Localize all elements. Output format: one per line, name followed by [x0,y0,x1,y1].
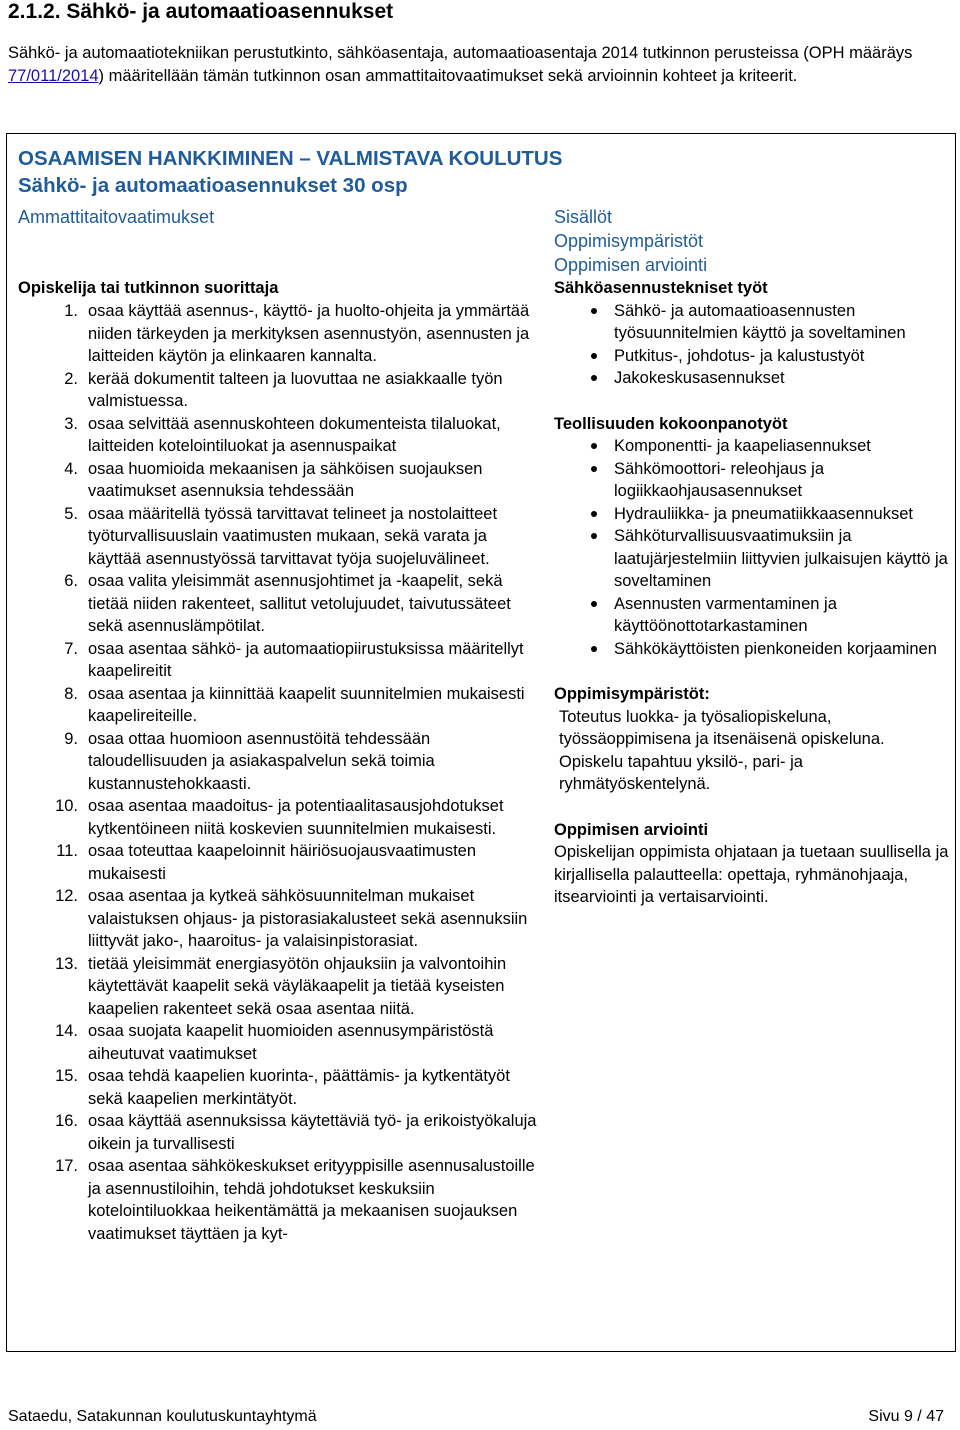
bullet-icon [591,601,597,607]
bullet-icon [591,375,597,381]
requirements-list [18,300,538,1245]
intro-paragraph [8,42,952,88]
item-number: 15. [55,1067,78,1085]
list-item [18,1155,538,1245]
environments-text: Toteutus luokka- ja työsaliopiskeluna, työssäoppimisena ja itsenäisenä opiskeluna. Opiskelu tapahtuu yksilö-, pari- ja ryhmätyöskentelynä. [559,707,885,793]
bullet-icon [591,646,597,652]
list-item [18,683,538,728]
industrial-work-list [554,435,949,660]
item-text: osaa selvittää asennuskohteen dokumenteista tilaluokat, laitteiden kotelointiluokat ja asennuspaikat [88,414,501,455]
item-number: 6. [64,572,78,590]
list-item [18,953,538,1021]
training-table [6,133,956,1352]
list-item [18,300,538,368]
item-number: 10. [55,797,78,815]
list-item [18,795,538,840]
item-text: osaa suojata kaapelit huomioiden asennusympäristöstä aiheutuvat vaatimukset [88,1022,494,1063]
list-item [18,503,538,571]
list-item [554,503,949,526]
list-item [554,638,949,661]
item-text: osaa asentaa sähkö- ja automaatiopiirustuksissa määritellyt kaapelireitit [88,639,524,680]
item-text: osaa määritellä työssä tarvittavat telineet ja nostolaitteet työturvallisuuslain vaatimusten mukaan, sekä varata ja käyttää asennustyössä tarvittavat työja suojeluvälineet. [88,504,498,568]
item-text: Komponentti- ja kaapeliasennukset [614,437,871,455]
item-number: 2. [64,369,78,388]
item-number: 7. [64,639,78,658]
footer-organization: Sataedu, Satakunnan koulutuskuntayhtymä [8,1408,317,1425]
item-text: osaa käyttää asennuksissa käytettäviä työ- ja erikoistyökaluja oikein ja turvallisesti [88,1112,537,1153]
header-line-contents: Sisällöt [554,207,613,227]
item-text: osaa käyttää asennus-, käyttö- ja huolto-ohjeita ja ymmärtää niiden tärkeyden ja merkityksen asennustyön, asennusten ja laitteiden käytön ja elinkaaren kannalta. [88,302,530,365]
item-text: osaa asentaa sähkökeskukset erityyppisille asennusalustoille ja asennustiloihin, tehdä johdotukset keskuksiin kotelointiluokkaa heikentämättä ja mekaanisen suojauksen vaatimukset täyttäen ja kyt- [88,1157,535,1243]
contents-column [554,277,949,909]
electrical-work-list [554,300,949,390]
item-text: osaa toteuttaa kaapeloinnit häiriösuojausvaatimusten mukaisesti [88,842,477,883]
bullet-icon [591,466,597,472]
item-text: osaa asentaa ja kiinnittää kaapelit suunnitelmien mukaisesti kaapelireiteille. [88,684,525,725]
item-text: Sähkömoottori- releohjaus ja logiikkaohjausasennukset [614,459,825,500]
item-text: osaa huomioida mekaanisen ja sähköisen suojauksen vaatimukset asennuksia tehdessään [88,459,483,500]
intro-text-start: Sähkö- ja automaatiotekniikan perustutkinto, sähköasentaja, automaatioasentaja 2014 tutkinnon perusteissa (OPH määräys [8,44,913,62]
bullet-icon [591,353,597,359]
requirements-column [18,277,538,1245]
list-item [18,458,538,503]
assessment-text: Opiskelijan oppimista ohjataan ja tuetaan suullisella ja kirjallisella palautteella: opettaja, ryhmänohjaaja, itsearviointi ja vertaisarviointi. [554,843,949,906]
list-item [18,1065,538,1110]
item-text: Putkitus-, johdotus- ja kalustustyöt [614,346,865,365]
item-number: 9. [64,729,78,748]
item-number: 4. [64,459,78,478]
item-number: 17. [55,1157,78,1175]
column-header-contents [554,205,707,277]
bullet-icon [591,443,597,449]
footer-page-number: Sivu 9 / 47 [868,1408,944,1425]
table-subtitle: Sähkö- ja automaatioasennukset 30 osp [18,174,408,197]
item-number: 12. [55,887,78,905]
section-heading: 2.1.2. Sähkö- ja automaatioasennukset [8,0,394,23]
item-text: osaa asentaa maadoitus- ja potentiaalitasausjohdotukset kytkentöineen niitä koskevien suunnitelmien mukaisesti. [88,797,504,838]
bullet-icon [591,511,597,517]
bullet-icon [591,308,597,314]
item-text: osaa ottaa huomioon asennustöitä tehdessään taloudellisuuden ja asiakaspalvelun sekä toimia kustannustehokkaasti. [88,729,435,793]
item-text: kerää dokumentit talteen ja luovuttaa ne asiakkaalle työn valmistuessa. [88,369,503,410]
intro-text-end: ) määritellään tämän tutkinnon osan ammattitaitovaatimukset sekä arvioinnin kohteet ja kriteerit. [98,67,798,85]
requirements-subheading: Opiskelija tai tutkinnon suorittaja [18,279,279,297]
item-text: Jakokeskusasennukset [614,369,785,387]
header-line-environments: Oppimisympäristöt [554,231,704,251]
list-item [554,367,949,390]
item-number: 14. [55,1022,78,1040]
list-item [554,435,949,458]
assessment-title: Oppimisen arviointi [554,820,709,839]
item-text: Sähköturvallisuusvaatimuksiin ja laatujärjestelmiin liittyvien julkaisujen käyttö ja soveltaminen [614,527,948,590]
section-title-industrial: Teollisuuden kokoonpanotyöt [554,414,788,433]
list-item [554,525,949,593]
header-line-assessment: Oppimisen arviointi [554,255,708,275]
list-item [18,728,538,796]
list-item [18,885,538,953]
item-text: osaa valita yleisimmät asennusjohtimet ja -kaapelit, sekä tietää niiden rakenteet, sallitut vetolujuudet, taivutussäteet sekä asennuslämpötilat. [88,572,511,635]
list-item [18,638,538,683]
item-number: 8. [64,684,78,703]
list-item [554,300,949,345]
section-title-electrical: Sähköasennustekniset työt [554,279,768,297]
bullet-icon [591,533,597,539]
list-item [554,345,949,368]
item-number: 5. [64,504,78,523]
item-text: Sähkökäyttöisten pienkoneiden korjaaminen [614,639,937,658]
list-item [18,413,538,458]
list-item [554,458,949,503]
environments-title: Oppimisympäristöt: [554,685,710,703]
list-item [554,593,949,638]
item-number: 13. [55,954,78,973]
item-number: 11. [56,842,78,860]
table-title: OSAAMISEN HANKKIMINEN – VALMISTAVA KOULUTUS [18,147,563,170]
list-item [18,368,538,413]
item-text: osaa tehdä kaapelien kuorinta-, päättämis- ja kytkentätyöt sekä kaapelien merkintätyöt. [88,1067,510,1108]
column-header-requirements: Ammattitaitovaatimukset [18,207,215,227]
regulation-link[interactable]: 77/011/2014 [8,67,99,85]
item-number: 3. [64,414,78,433]
item-text: Sähkö- ja automaatioasennusten työsuunnitelmien käyttö ja soveltaminen [614,301,906,342]
item-text: osaa asentaa ja kytkeä sähkösuunnitelman mukaiset valaistuksen ohjaus- ja pistorasiakalusteet sekä asennuksiin liittyvät jako-, haaroitus- ja valaisinpistorasiat. [88,887,528,950]
list-item [18,840,538,885]
item-number: 1. [64,302,78,320]
list-item [18,570,538,638]
item-text: tietää yleisimmät energiasyötön ohjauksiin ja valvontoihin käytettävät kaapelit sekä väyläkaapelit ja tietää kyseisten kaapelien rakenteet sekä osaa asentaa niitä. [88,954,507,1018]
list-item [18,1020,538,1065]
item-text: Hydrauliikka- ja pneumatiikkaasennukset [614,504,913,523]
item-number: 16. [55,1112,78,1130]
list-item [18,1110,538,1155]
item-text: Asennusten varmentaminen ja käyttöönottotarkastaminen [614,594,837,635]
